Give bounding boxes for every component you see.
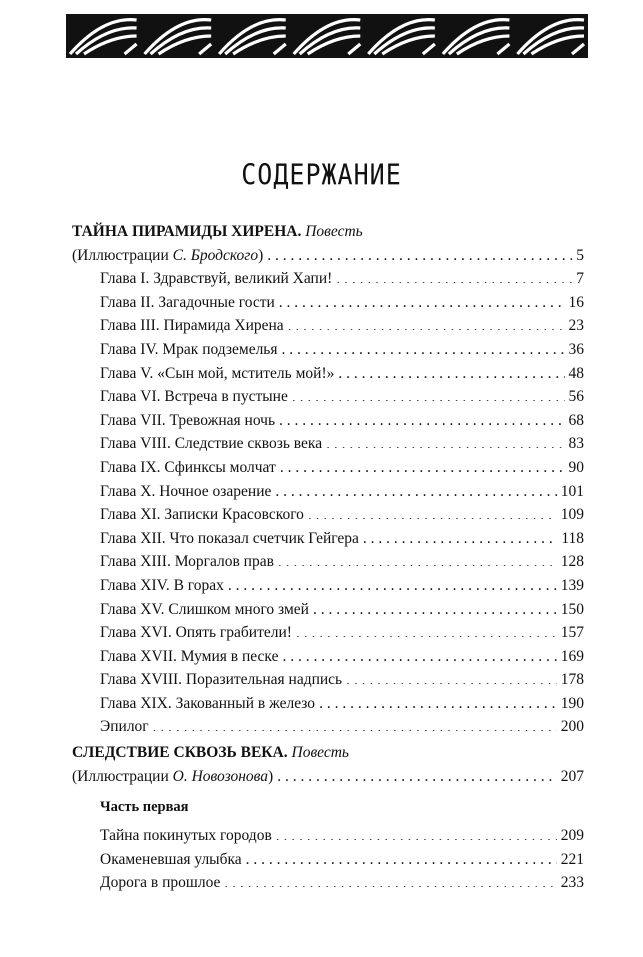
entry-label: Эпилог xyxy=(100,718,149,736)
page-number: 83 xyxy=(568,435,584,453)
section-title-text: ТАЙНА ПИРАМИДЫ ХИРЕНА. xyxy=(72,223,302,240)
entry-label: (Иллюстрации О. Новозонова) xyxy=(72,767,274,785)
section-title xyxy=(72,220,584,244)
toc-entry[interactable] xyxy=(72,385,584,409)
toc-entry[interactable] xyxy=(72,598,584,622)
dot-leader xyxy=(276,825,557,841)
toc-entry[interactable] xyxy=(72,668,584,692)
dot-leader xyxy=(282,338,565,354)
dot-leader xyxy=(296,622,557,638)
toc-entry[interactable] xyxy=(72,824,584,848)
page-number: 207 xyxy=(560,767,584,785)
toc-entry[interactable] xyxy=(72,456,584,480)
entry-label: Глава VIII. Следствие сквозь века xyxy=(100,435,323,453)
toc-entry-illustrations[interactable] xyxy=(72,765,584,789)
toc-entry[interactable] xyxy=(72,550,584,574)
page-number: 169 xyxy=(560,647,584,665)
toc-entry[interactable] xyxy=(72,267,584,291)
entry-label: Глава VI. Встреча в пустыне xyxy=(100,388,288,406)
page-title: СОДЕРЖАНИЕ xyxy=(241,157,402,192)
dot-leader xyxy=(363,527,557,543)
dot-leader xyxy=(346,669,557,685)
entry-label: Глава XVII. Мумия в песке xyxy=(100,647,279,665)
entry-label: Глава XVIII. Поразительная надпись xyxy=(100,671,343,689)
dot-leader xyxy=(338,362,564,378)
toc-entry[interactable] xyxy=(72,291,584,315)
page-number: 190 xyxy=(560,694,584,712)
section-genre: Повесть xyxy=(291,744,349,762)
part-heading: Часть первая xyxy=(100,799,189,816)
toc-entry[interactable] xyxy=(72,574,584,598)
page-number: 128 xyxy=(560,553,584,571)
dot-leader xyxy=(326,433,564,449)
dot-leader xyxy=(288,315,565,331)
chapter-list xyxy=(72,824,584,895)
page-number: 36 xyxy=(568,340,584,358)
dot-leader xyxy=(277,765,557,781)
toc-entry[interactable] xyxy=(72,645,584,669)
page-number: 23 xyxy=(568,317,584,335)
section-genre: Повесть xyxy=(305,223,363,240)
entry-label: Глава XV. Слишком много змей xyxy=(100,600,309,618)
entry-label: Окаменевшая улыбка xyxy=(100,850,242,868)
decorative-meander-banner xyxy=(66,14,588,58)
page-number: 68 xyxy=(568,411,584,429)
toc-entry[interactable] xyxy=(72,409,584,433)
dot-leader xyxy=(246,848,557,864)
page-number: 101 xyxy=(560,482,584,500)
toc-entry[interactable] xyxy=(72,621,584,645)
toc-entry[interactable] xyxy=(72,871,584,895)
page-number: 233 xyxy=(560,874,584,892)
dot-leader xyxy=(267,244,572,260)
dot-leader xyxy=(153,716,557,732)
page-number: 150 xyxy=(560,600,584,618)
dot-leader xyxy=(278,551,557,567)
table-of-contents xyxy=(72,220,584,895)
dot-leader xyxy=(279,409,564,425)
dot-leader xyxy=(313,598,557,614)
toc-entry[interactable] xyxy=(72,338,584,362)
dot-leader xyxy=(224,872,556,888)
entry-label: Дорога в прошлое xyxy=(100,874,221,892)
entry-label: Глава I. Здравствуй, великий Хапи! xyxy=(100,270,333,288)
page-number: 16 xyxy=(568,293,584,311)
entry-label: Глава XVI. Опять грабители! xyxy=(100,624,292,642)
toc-entry[interactable] xyxy=(72,503,584,527)
toc-entry[interactable] xyxy=(72,715,584,739)
entry-label: Глава IX. Сфинксы молчат xyxy=(100,458,276,476)
page-number: 139 xyxy=(560,576,584,594)
toc-entry[interactable] xyxy=(72,314,584,338)
page-number: 209 xyxy=(560,827,584,845)
dot-leader xyxy=(279,291,565,307)
dot-leader xyxy=(280,456,565,472)
page-number: 90 xyxy=(568,458,584,476)
entry-label: Глава XI. Записки Красовского xyxy=(100,506,304,524)
dot-leader xyxy=(292,386,565,402)
entry-label: Глава XIV. В горах xyxy=(100,576,224,594)
page-number: 56 xyxy=(568,388,584,406)
page-number: 109 xyxy=(560,506,584,524)
dot-leader xyxy=(228,574,557,590)
dot-leader xyxy=(336,268,572,284)
page-number: 5 xyxy=(576,246,584,264)
page-number: 178 xyxy=(560,671,584,689)
entry-label: Тайна покинутых городов xyxy=(100,827,272,845)
page-number: 48 xyxy=(568,364,584,382)
chapter-list xyxy=(72,267,584,739)
entry-label: Глава XIII. Моргалов прав xyxy=(100,553,274,571)
dot-leader xyxy=(308,504,557,520)
toc-entry[interactable] xyxy=(72,692,584,716)
dot-leader xyxy=(275,480,556,496)
toc-entry-illustrations[interactable] xyxy=(72,244,584,268)
toc-entry[interactable] xyxy=(72,848,584,872)
section-title xyxy=(72,741,584,765)
page-number: 7 xyxy=(576,270,584,288)
entry-label: Глава III. Пирамида Хирена xyxy=(100,317,284,335)
entry-label: Глава II. Загадочные гости xyxy=(100,293,275,311)
entry-label: Глава X. Ночное озарение xyxy=(100,482,272,500)
toc-entry[interactable] xyxy=(72,432,584,456)
dot-leader xyxy=(282,645,556,661)
dot-leader xyxy=(319,692,557,708)
entry-label: Глава IV. Мрак подземелья xyxy=(100,340,278,358)
entry-label: Глава VII. Тревожная ночь xyxy=(100,411,276,429)
entry-label: Глава V. «Сын мой, мститель мой!» xyxy=(100,364,335,382)
page-number: 221 xyxy=(560,850,584,868)
toc-entry[interactable] xyxy=(72,480,584,504)
toc-entry[interactable] xyxy=(72,362,584,386)
page-number: 200 xyxy=(560,718,584,736)
section-title-text: СЛЕДСТВИЕ СКВОЗЬ ВЕКА. xyxy=(72,744,288,762)
entry-label: (Иллюстрации С. Бродского) xyxy=(72,246,264,264)
entry-label: Глава XII. Что показал счетчик Гейгера xyxy=(100,529,359,547)
entry-label: Глава XIX. Закованный в железо xyxy=(100,694,316,712)
page-number: 157 xyxy=(560,624,584,642)
toc-entry[interactable] xyxy=(72,527,584,551)
page-number: 118 xyxy=(561,529,584,547)
